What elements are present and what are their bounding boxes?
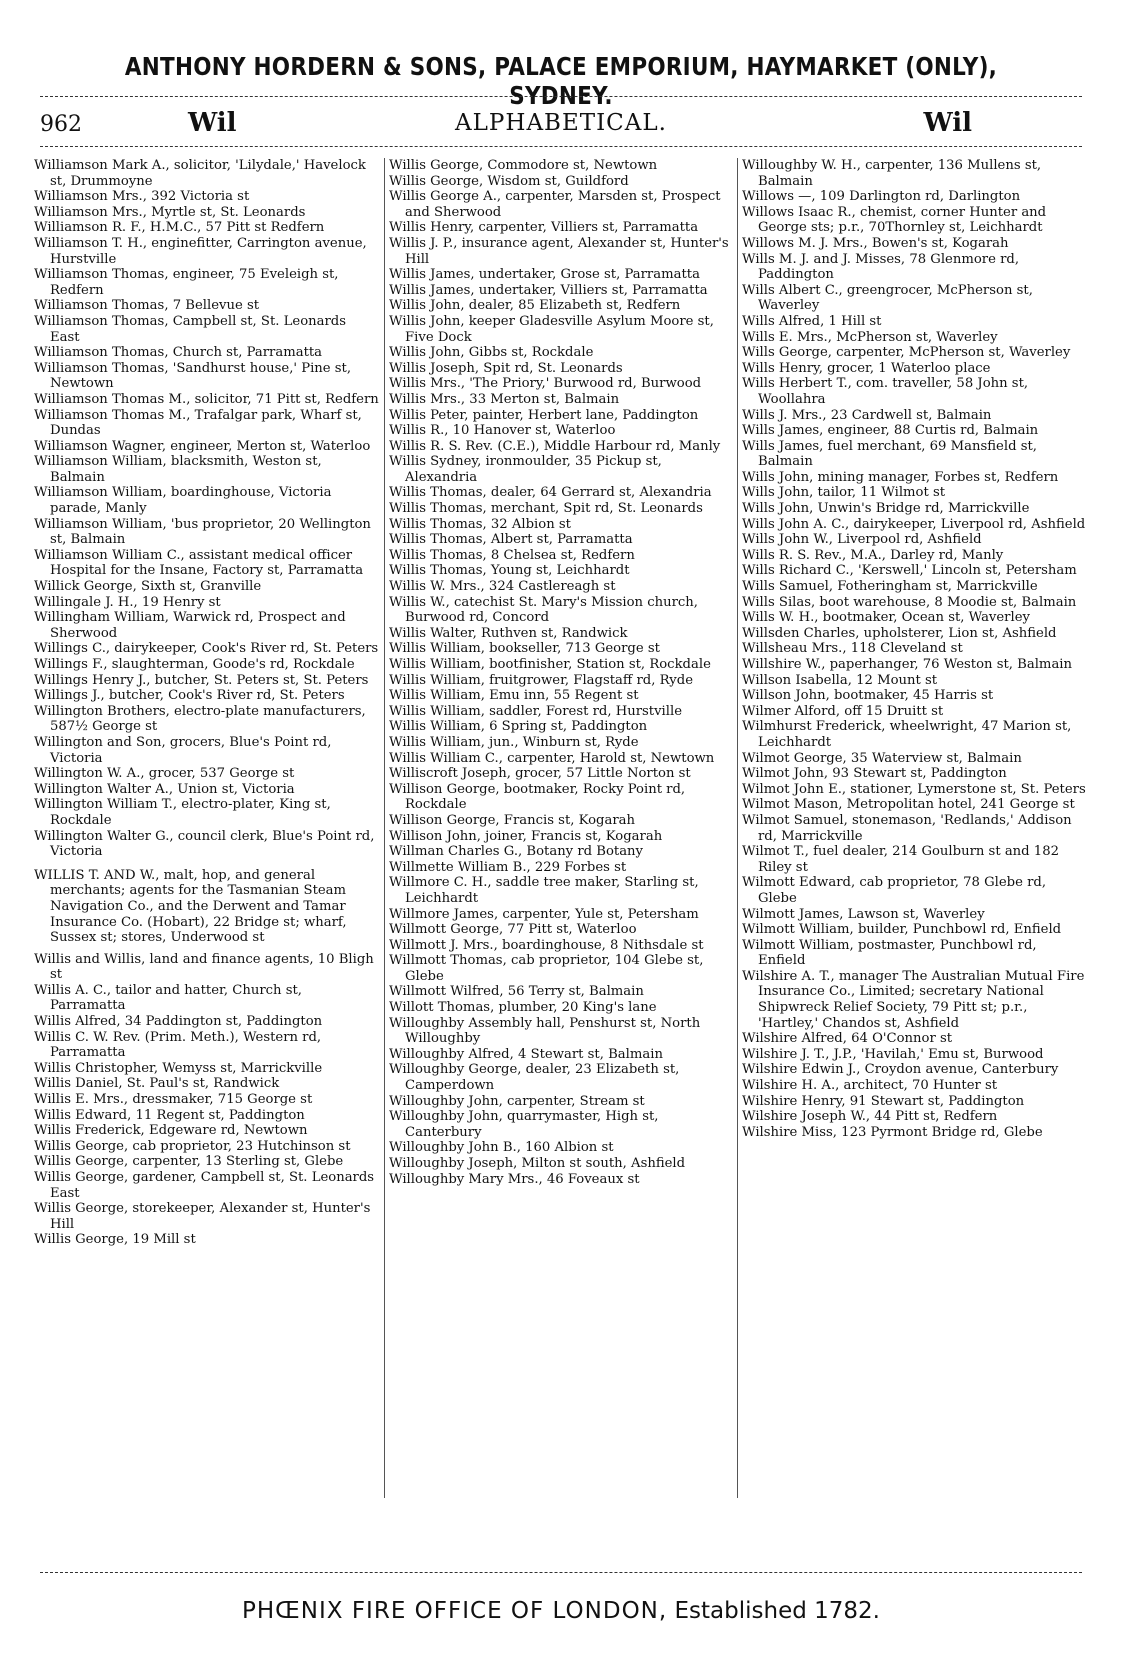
directory-entry: Williscroft Joseph, grocer, 57 Little Norton st [389, 766, 691, 782]
directory-entry: Wilmot John, 93 Stewart st, Paddington [742, 766, 1007, 782]
column-1 [34, 158, 379, 1538]
page-number: 962 [40, 112, 82, 137]
directory-entry: Wilshire J. T., J.P., 'Havilah,' Emu st, Burwood [742, 1046, 1044, 1062]
directory-entry: Willis Daniel, St. Paul's st, Randwick [34, 1076, 280, 1092]
directory-entry: Willis Mrs., 'The Priory,' Burwood rd, Burwood [389, 376, 702, 392]
directory-entry: Willis William, bookseller, 713 George st [389, 641, 660, 657]
directory-entry: Wills J. Mrs., 23 Cardwell st, Balmain [742, 407, 992, 423]
directory-entry: Willington Walter A., Union st, Victoria [34, 781, 295, 797]
directory-entry: Wills John, mining manager, Forbes st, Redfern [742, 469, 1059, 485]
directory-entry: Willmore James, carpenter, Yule st, Petersham [389, 906, 699, 922]
directory-entry: Wilmot Mason, Metropolitan hotel, 241 George st [742, 797, 1075, 813]
directory-entry: Willis Frederick, Edgeware rd, Newtown [34, 1123, 308, 1139]
footer-main: PHŒNIX FIRE OFFICE OF LONDON, [242, 1598, 668, 1624]
directory-entry: Willows —, 109 Darlington rd, Darlington [742, 189, 1021, 205]
directory-entry: Willis William, 6 Spring st, Paddington [389, 719, 648, 735]
directory-entry: Williamson Thomas, 'Sandhurst house,' Pine st, Newtown [34, 360, 352, 392]
directory-entry: Willison John, joiner, Francis st, Kogarah [389, 828, 663, 844]
directory-entry: Wills John, Unwin's Bridge rd, Marrickville [742, 501, 1030, 517]
directory-entry: Willis Christopher, Wemyss st, Marrickville [34, 1060, 323, 1076]
directory-entry: Willis Thomas, Albert st, Parramatta [389, 532, 633, 548]
directory-entry: Wilshire Joseph W., 44 Pitt st, Redfern [742, 1109, 998, 1125]
directory-entry: Willis R., 10 Hanover st, Waterloo [389, 423, 616, 439]
page-footer [0, 1598, 1122, 1624]
directory-entry: Willis Edward, 11 Regent st, Paddington [34, 1107, 305, 1123]
directory-entry: Willmott George, 77 Pitt st, Waterloo [389, 922, 637, 938]
directory-entry: Willoughby W. H., carpenter, 136 Mullens st, Balmain [742, 158, 1042, 189]
directory-entry: Willows M. J. Mrs., Bowen's st, Kogarah [742, 235, 1009, 251]
directory-entry: Willoughby Alfred, 4 Stewart st, Balmain [389, 1046, 663, 1062]
directory-entry: Williamson Thomas, Campbell st, St. Leonards East [34, 313, 347, 345]
directory-entry: Wills John W., Liverpool rd, Ashfield [742, 532, 982, 548]
directory-entry: Willis W., catechist St. Mary's Mission church, Burwood rd, Concord [389, 594, 698, 626]
directory-entry: Willis George, Wisdom st, Guildford [389, 173, 629, 189]
directory-entry: Willis Sydney, ironmoulder, 35 Pickup st, Alexandria [389, 454, 662, 485]
directory-entry: Wilshire H. A., architect, 70 Hunter st [742, 1078, 998, 1094]
directory-entry: Wills W. H., bootmaker, Ocean st, Waverley [742, 610, 1030, 626]
directory-entry: Wills Richard C., 'Kerswell,' Lincoln st, Petersham [742, 563, 1077, 579]
directory-entry: Willings C., dairykeeper, Cook's River rd, St. Peters [34, 641, 379, 657]
directory-entry: Williamson William, boardinghouse, Victoria parade, Manly [34, 485, 332, 517]
directory-entry: Wills John, tailor, 11 Wilmot st [742, 485, 946, 501]
directory-entry: Wills M. J. and J. Misses, 78 Glenmore rd, Paddington [742, 251, 1020, 283]
directory-entry: Willoughby John, quarrymaster, High st, Canterbury [389, 1109, 659, 1140]
directory-entry: Wilshire A. T., manager The Australian Mutual Fire Insurance Co., Limited; secretary National Shipwreck Relief Society, 79 Pitt st; p.r., 'Hartley,' Chandos st, Ashfield [742, 968, 1085, 1031]
header-rule [40, 146, 1082, 147]
directory-entry: Willings F., slaughterman, Goode's rd, Rockdale [34, 657, 355, 672]
directory-entry: Willott Thomas, plumber, 20 King's lane [389, 1000, 657, 1016]
directory-entry: Willis George, 19 Mill st [34, 1232, 196, 1248]
directory-entry: Willis J. P., insurance agent, Alexander st, Hunter's Hill [389, 235, 729, 267]
top-rule [40, 96, 1082, 97]
directory-entry: Williamson Mrs., 392 Victoria st [34, 189, 250, 205]
directory-entry: Willis Thomas, 8 Chelsea st, Redfern [389, 547, 635, 563]
directory-entry: Willis A. C., tailor and hatter, Church st, Parramatta [34, 982, 302, 1014]
directory-entry: Willmott Thomas, cab proprietor, 104 Glebe st, Glebe [389, 953, 704, 984]
directory-entry: Wills George, carpenter, McPherson st, Waverley [742, 345, 1071, 361]
directory-entry: Willmore C. H., saddle tree maker, Starling st, Leichhardt [389, 875, 699, 906]
directory-entry: Willoughby Mary Mrs., 46 Foveaux st [389, 1171, 640, 1187]
directory-entry: Willis R. S. Rev. (C.E.), Middle Harbour rd, Manly [389, 438, 721, 454]
directory-entry: Willington W. A., grocer, 537 George st [34, 766, 295, 782]
footer-established: Established 1782. [674, 1598, 880, 1624]
directory-entry: Willis E. Mrs., dressmaker, 715 George st [34, 1092, 313, 1108]
directory-entry: Williamson Wagner, engineer, Merton st, Waterloo [34, 438, 371, 454]
directory-entry: Wilshire Henry, 91 Stewart st, Paddington [742, 1093, 1025, 1109]
directory-entry: Wills James, engineer, 88 Curtis rd, Balmain [742, 423, 1039, 439]
directory-entry: Willis Thomas, merchant, Spit rd, St. Leonards [389, 501, 703, 517]
directory-entry: Willoughby John B., 160 Albion st [389, 1140, 614, 1156]
directory-entry: Willoughby Joseph, Milton st south, Ashfield [389, 1156, 686, 1171]
directory-entry: Willingale J. H., 19 Henry st [34, 594, 221, 610]
page-header [40, 108, 1082, 140]
left-key: Wil [188, 108, 237, 138]
directory-entry: Willings Henry J., butcher, St. Peters st, St. Peters [34, 672, 369, 688]
directory-entry: Willis W. Mrs., 324 Castlereagh st [389, 579, 616, 595]
directory-entry: Willis Henry, carpenter, Villiers st, Parramatta [389, 220, 699, 236]
column-divider [737, 158, 738, 1498]
directory-entry: WILLIS T. AND W., malt, hop, and general merchants; agents for the Tasmanian Steam Navigation Co., and the Derwent and Tamar Insurance Co. (Hobart), 22 Bridge st; wharf, Sussex st; stores, Underwood st [34, 867, 347, 946]
column-divider [384, 158, 385, 1498]
directory-entry: Willmott Wilfred, 56 Terry st, Balmain [389, 984, 644, 1000]
directory-entry: Willick George, Sixth st, Granville [34, 579, 262, 595]
directory-entry: Wills James, fuel merchant, 69 Mansfield st, Balmain [742, 438, 1037, 470]
directory-entry: Willis George, cab proprietor, 23 Hutchinson st [34, 1138, 351, 1154]
directory-entry: Willington and Son, grocers, Blue's Point rd, Victoria [34, 734, 332, 766]
directory-entry: Willson John, bootmaker, 45 Harris st [742, 688, 994, 704]
directory-entry: Willsheau Mrs., 118 Cleveland st [742, 641, 963, 657]
directory-entry: Williamson Thomas M., solicitor, 71 Pitt st, Redfern [34, 391, 379, 407]
directory-entry: Willoughby John, carpenter, Stream st [389, 1093, 645, 1109]
directory-entry: Willison George, Francis st, Kogarah [389, 812, 636, 828]
directory-entry: Williamson Mrs., Myrtle st, St. Leonards [34, 204, 306, 220]
directory-entry: Willis William, jun., Winburn st, Ryde [389, 734, 639, 750]
column-2 [389, 158, 734, 1538]
directory-entry: Wilmot George, 35 Waterview st, Balmain [742, 750, 1022, 766]
directory-entry: Willows Isaac R., chemist, corner Hunter and George sts; p.r., 70Thornley st, Leichhardt [742, 204, 1047, 236]
directory-entry: Willis Peter, painter, Herbert lane, Paddington [389, 407, 699, 423]
column-3 [742, 158, 1087, 1538]
directory-entry: Wilshire Miss, 123 Pyrmont Bridge rd, Glebe [742, 1124, 1043, 1140]
directory-entry: Williamson Thomas M., Trafalgar park, Wharf st, Dundas [34, 407, 362, 439]
directory-entry: Willis William, Emu inn, 55 Regent st [389, 688, 639, 704]
directory-entry: Willings J., butcher, Cook's River rd, St. Peters [34, 688, 345, 704]
directory-entry: Willis John, dealer, 85 Elizabeth st, Redfern [389, 298, 681, 314]
page-title: ALPHABETICAL. [455, 110, 667, 136]
directory-entry: Willington William T., electro-plater, King st, Rockdale [34, 797, 331, 828]
directory-entry: Wilmer Alford, off 15 Druitt st [742, 703, 944, 719]
directory-entry: Williamson William, blacksmith, Weston st, Balmain [34, 454, 322, 485]
directory-entry: Willis William, fruitgrower, Flagstaff rd, Ryde [389, 672, 693, 688]
directory-entry: Williamson Thomas, 7 Bellevue st [34, 298, 260, 314]
directory-entry: Wilmot Samuel, stonemason, 'Redlands,' Addison rd, Marrickville [742, 812, 1072, 844]
directory-entry: Wills Albert C., greengrocer, McPherson st, Waverley [742, 282, 1033, 314]
directory-entry: Willis William C., carpenter, Harold st, Newtown [389, 750, 715, 766]
directory-entry: Willis Alfred, 34 Paddington st, Paddington [34, 1014, 323, 1030]
directory-entry: Wilmott William, builder, Punchbowl rd, Enfield [742, 922, 1062, 938]
directory-entry: Willis Thomas, 32 Albion st [389, 516, 571, 532]
directory-columns [34, 158, 1090, 1538]
directory-entry: Willis George A., carpenter, Marsden st, Prospect and Sherwood [389, 189, 721, 220]
directory-entry: Willington Walter G., council clerk, Blue's Point rd, Victoria [34, 828, 375, 860]
directory-entry: Wilmot T., fuel dealer, 214 Goulburn st and 182 Riley st [742, 844, 1059, 875]
directory-entry: Willis John, Gibbs st, Rockdale [389, 345, 594, 361]
directory-entry: Wilmott Edward, cab proprietor, 78 Glebe rd, Glebe [742, 875, 1047, 906]
directory-entry: Willis Thomas, Young st, Leichhardt [389, 563, 630, 579]
directory-entry: Williamson Thomas, Church st, Parramatta [34, 345, 323, 361]
directory-entry: Willmott J. Mrs., boardinghouse, 8 Nithsdale st [389, 937, 704, 953]
directory-entry: Willison George, bootmaker, Rocky Point rd, Rockdale [389, 781, 686, 813]
directory-entry: Willis Thomas, dealer, 64 Gerrard st, Alexandria [389, 485, 712, 501]
directory-entry: Willis Mrs., 33 Merton st, Balmain [389, 391, 620, 407]
directory-entry: Wilmhurst Frederick, wheelwright, 47 Marion st, Leichhardt [742, 719, 1072, 750]
directory-entry: Wills Silas, boot warehouse, 8 Moodie st, Balmain [742, 594, 1077, 610]
directory-entry: Willis George, carpenter, 13 Sterling st, Glebe [34, 1154, 344, 1170]
directory-entry: Willis Walter, Ruthven st, Randwick [389, 625, 628, 641]
directory-entry: Wills Samuel, Fotheringham st, Marrickville [742, 579, 1038, 595]
directory-entry: Wills Alfred, 1 Hill st [742, 313, 882, 329]
directory-entry: Willis C. W. Rev. (Prim. Meth.), Western rd, Parramatta [34, 1029, 322, 1061]
page-banner: ANTHONY HORDERN & SONS, PALACE EMPORIUM, HAYMARKET (ONLY), SYDNEY. [124, 52, 998, 110]
directory-entry: Williamson Thomas, engineer, 75 Eveleigh st, Redfern [34, 267, 339, 298]
directory-entry: Wilmott James, Lawson st, Waverley [742, 906, 985, 922]
right-key: Wil [923, 108, 972, 138]
directory-entry: Willsden Charles, upholsterer, Lion st, Ashfield [742, 625, 1057, 641]
bottom-rule [40, 1572, 1082, 1573]
directory-entry: Willis William, bootfinisher, Station st, Rockdale [389, 657, 711, 672]
directory-entry: Willis Joseph, Spit rd, St. Leonards [389, 360, 623, 376]
directory-entry: Willis James, undertaker, Grose st, Parramatta [389, 267, 700, 283]
directory-entry: Wills R. S. Rev., M.A., Darley rd, Manly [742, 547, 1004, 563]
directory-entry: Willmette William B., 229 Forbes st [389, 859, 627, 875]
directory-entry: Willis George, gardener, Campbell st, St. Leonards East [34, 1170, 375, 1201]
directory-entry: Wills Henry, grocer, 1 Waterloo place [742, 360, 991, 376]
directory-entry: Wills John A. C., dairykeeper, Liverpool rd, Ashfield [742, 516, 1086, 532]
directory-entry: Wilshire Edwin J., Croydon avenue, Canterbury [742, 1062, 1059, 1078]
directory-entry: Willoughby George, dealer, 23 Elizabeth st, Camperdown [389, 1062, 680, 1094]
directory-entry: Willis William, saddler, Forest rd, Hurstville [389, 703, 683, 719]
directory-entry: Wilmott William, postmaster, Punchbowl rd, Enfield [742, 937, 1037, 969]
directory-entry: Williamson William C., assistant medical officer Hospital for the Insane, Factory st, Parramatta [34, 547, 364, 579]
directory-entry: Willis John, keeper Gladesville Asylum Moore st, Five Dock [389, 313, 714, 345]
directory-entry: Willington Brothers, electro-plate manufacturers, 587½ George st [34, 703, 366, 735]
directory-entry: Wills Herbert T., com. traveller, 58 John st, Woollahra [742, 376, 1029, 407]
directory-entry: Willshire W., paperhanger, 76 Weston st, Balmain [742, 657, 1073, 672]
directory-entry: Willman Charles G., Botany rd Botany [389, 844, 644, 860]
directory-entry: Willingham William, Warwick rd, Prospect and Sherwood [34, 610, 346, 641]
directory-entry: Willis George, Commodore st, Newtown [389, 158, 658, 173]
directory-entry: Williamson R. F., H.M.C., 57 Pitt st Redfern [34, 220, 325, 236]
directory-entry: Willis and Willis, land and finance agents, 10 Bligh st [34, 951, 374, 983]
directory-entry: Willoughby Assembly hall, Penshurst st, North Willoughby [389, 1015, 701, 1047]
directory-entry: Willson Isabella, 12 Mount st [742, 672, 938, 688]
directory-entry: Willis George, storekeeper, Alexander st, Hunter's Hill [34, 1201, 371, 1232]
directory-entry: Willis James, undertaker, Villiers st, Parramatta [389, 282, 708, 298]
directory-entry: Wills E. Mrs., McPherson st, Waverley [742, 329, 998, 345]
directory-entry: Wilshire Alfred, 64 O'Connor st [742, 1031, 953, 1047]
directory-entry: Williamson Mark A., solicitor, 'Lilydale,' Havelock st, Drummoyne [34, 158, 366, 189]
directory-entry: Williamson William, 'bus proprietor, 20 Wellington st, Balmain [34, 516, 371, 548]
directory-entry: Williamson T. H., enginefitter, Carrington avenue, Hurstville [34, 235, 367, 267]
directory-entry: Wilmot John E., stationer, Lymerstone st, St. Peters [742, 781, 1086, 797]
